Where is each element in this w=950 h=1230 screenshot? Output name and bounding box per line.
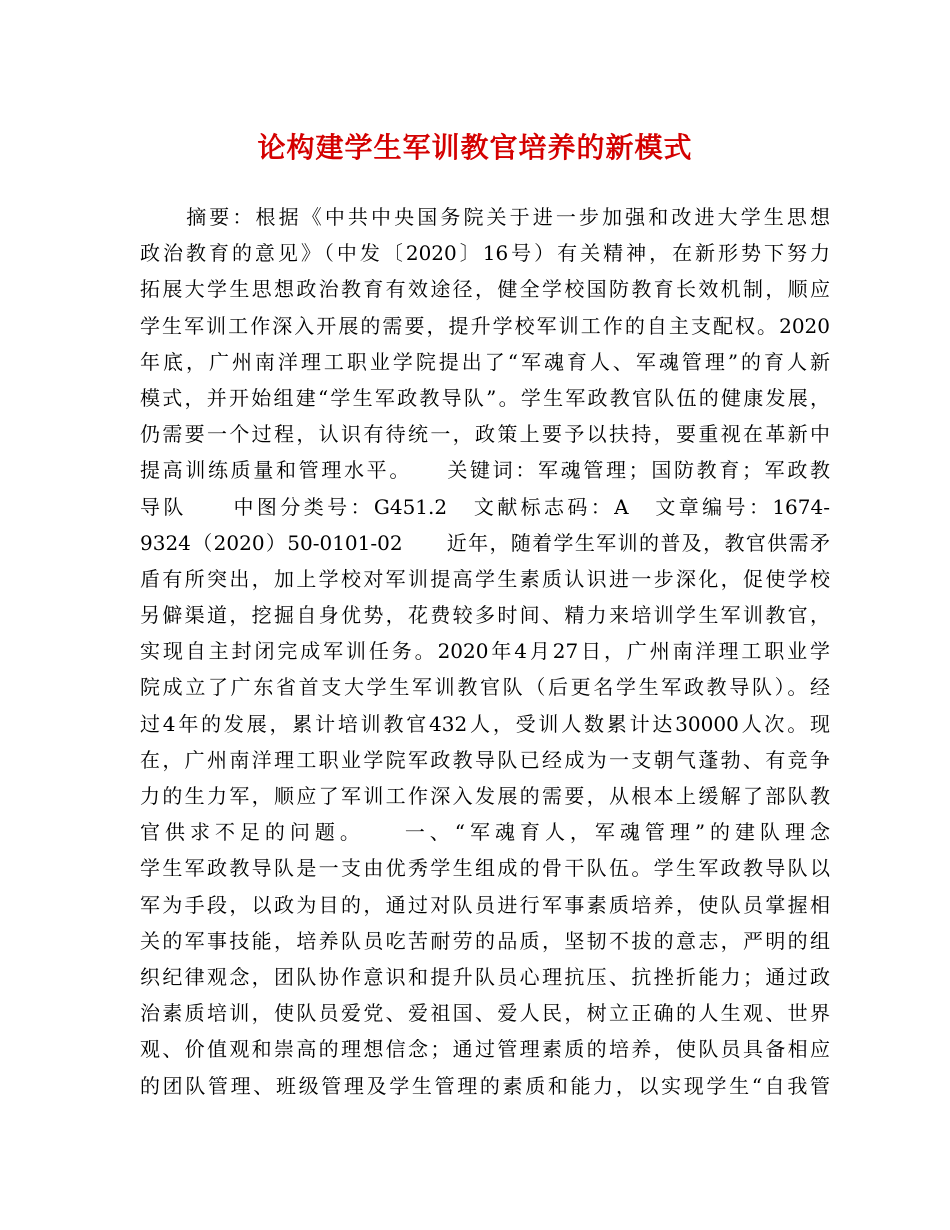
body-text-line: 拓展大学生思想政治教育有效途径，健全学校国防教育长效机制，顺应 [140, 277, 830, 302]
body-text-line: 官供求不足的问题。 一、“军魂育人，军魂管理”的建队理念 [140, 820, 830, 845]
body-text-line: 的团队管理、班级管理及学生管理的素质和能力，以实现学生“自我管 [140, 1073, 830, 1098]
body-text-line: 观、价值观和崇高的理想信念；通过管理素质的培养，使队员具备相应 [140, 1037, 830, 1062]
body-text-line: 导队 中图分类号：G451.2 文献标志码：A 文章编号：1674- [140, 494, 830, 519]
body-text-line: 另僻渠道，挖掘自身优势，花费较多时间、精力来培训学生军训教官， [140, 603, 830, 628]
body-text-line: 力的生力军，顺应了军训工作深入发展的需要，从根本上缓解了部队教 [140, 784, 830, 808]
body-text-line: 在，广州南洋理工职业学院军政教导队已经成为一支朝气蓬勃、有竞争 [140, 747, 830, 772]
body-text-line: 过4年的发展，累计培训教官432人，受训人数累计达30000人次。现 [140, 711, 830, 736]
body-text-line: 9324（2020）50-0101-02 近年，随着学生军训的普及，教官供需矛 [140, 530, 830, 555]
body-text-line: 关的军事技能，培养队员吃苦耐劳的品质，坚韧不拔的意志，严明的组 [140, 928, 830, 953]
body-text-line: 政治教育的意见》（中发〔2020〕16号）有关精神，在新形势下努力 [140, 241, 830, 266]
body-text-line: 模式，并开始组建“学生军政教导队”。学生军政教官队伍的健康发展， [140, 385, 830, 410]
body-text-line: 实现自主封闭完成军训任务。2020年4月27日，广州南洋理工职业学 [140, 639, 830, 664]
body-text-line: 学生军训工作深入开展的需要，提升学校军训工作的自主支配权。2020 [140, 313, 830, 338]
body-text-line: 军为手段，以政为目的，通过对队员进行军事素质培养，使队员掌握相 [140, 892, 830, 917]
body-text-line: 提高训练质量和管理水平。 关键词：军魂管理；国防教育；军政教 [140, 458, 830, 483]
document-title: 论构建学生军训教官培养的新模式 [257, 131, 693, 164]
body-text-line: 治素质培训，使队员爱党、爱祖国、爱人民，树立正确的人生观、世界 [140, 1001, 830, 1026]
body-text-line: 织纪律观念，团队协作意识和提升队员心理抗压、抗挫折能力；通过政 [140, 964, 830, 989]
body-text-line: 摘要：根据《中共中央国务院关于进一步加强和改进大学生思想 [140, 205, 830, 229]
body-text-line: 院成立了广东省首支大学生军训教官队（后更名学生军政教导队）。经 [140, 675, 830, 700]
body-text-line: 年底，广州南洋理工职业学院提出了“军魂育人、军魂管理”的育人新 [140, 349, 830, 374]
body-text-line: 学生军政教导队是一支由优秀学生组成的骨干队伍。学生军政教导队以 [140, 856, 830, 881]
body-text-line: 仍需要一个过程，认识有待统一，政策上要予以扶持，要重视在革新中 [140, 422, 830, 447]
document-body [140, 199, 830, 1104]
body-text-line: 盾有所突出，加上学校对军训提高学生素质认识进一步深化，促使学校 [140, 566, 830, 591]
